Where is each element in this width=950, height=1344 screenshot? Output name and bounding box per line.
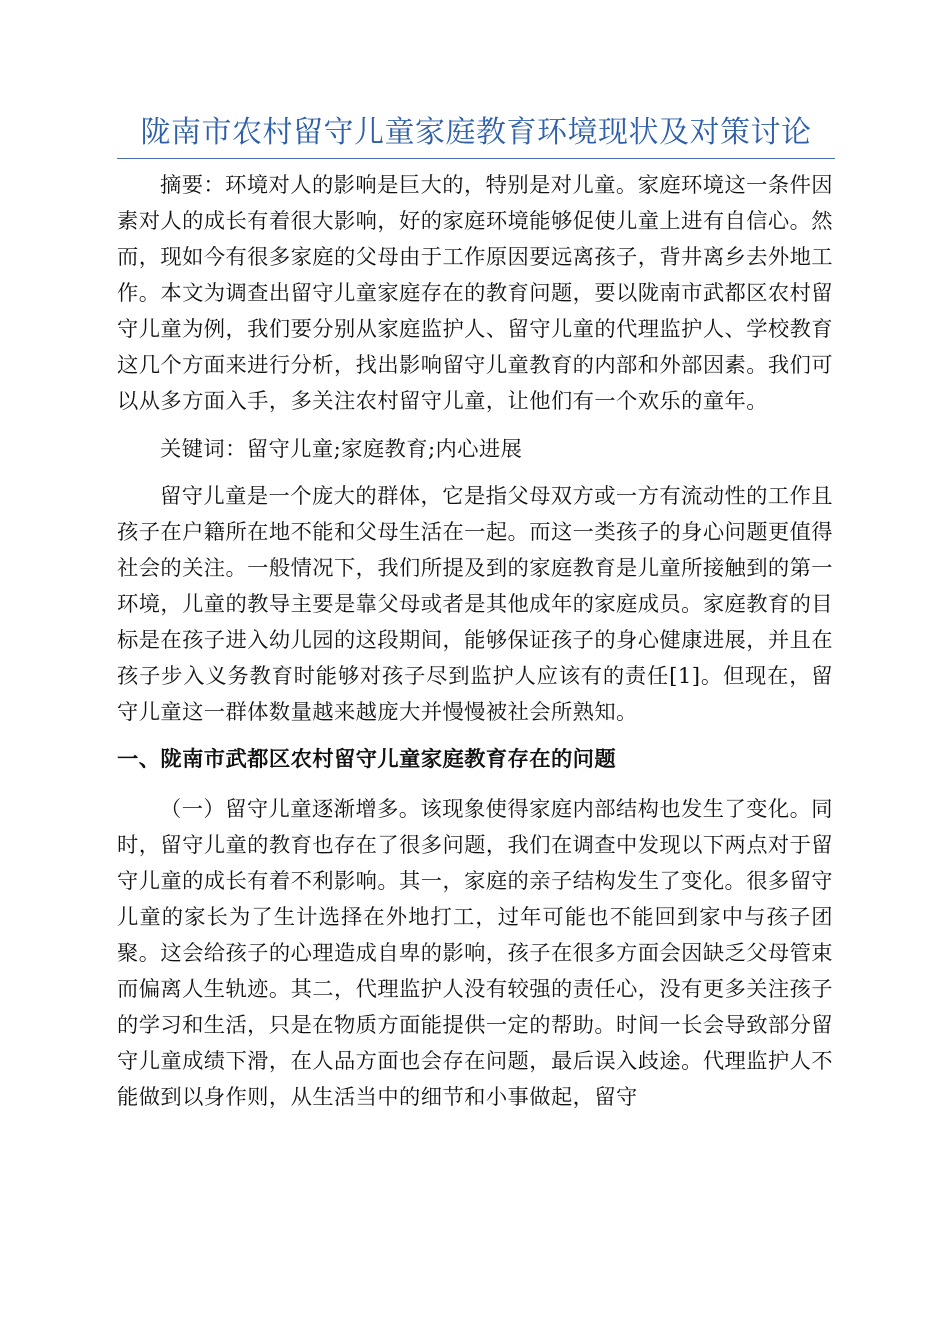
section-heading: 一、陇南市武都区农村留守儿童家庭教育存在的问题 [117, 747, 617, 772]
title-block [117, 112, 835, 159]
abstract-paragraph: 摘要：环境对人的影响是巨大的，特别是对儿童。家庭环境这一条件因素对人的成长有着很大影响，好的家庭环境能够促使儿童上进有自信心。然而，现如今有很多家庭的父母由于工作原因要远离孩子，背井离乡去外地工作。本文为调查出留守儿童家庭存在的教育问题，要以陇南市武都区农村留守儿童为例，我们要分别从家庭监护人、留守儿童的代理监护人、学校教育这几个方面来进行分析，找出影响留守儿童教育的内部和外部因素。我们可以从多方面入手，多关注农村留守儿童，让他们有一个欢乐的童年。 [117, 173, 834, 414]
section-paragraph: （一）留守儿童逐渐增多。该现象使得家庭内部结构也发生了变化。同时，留守儿童的教育也存在了很多问题，我们在调查中发现以下两点对于留守儿童的成长有着不利影响。其一，家庭的亲子结构发生了变化。很多留守儿童的家长为了生计选择在外地打工，过年可能也不能回到家中与孩子团聚。这会给孩子的心理造成自卑的影响，孩子在很多方面会因缺乏父母管束而偏离人生轨迹。其二，代理监护人没有较强的责任心，没有更多关注孩子的学习和生活，只是在物质方面能提供一定的帮助。时间一长会导致部分留守儿童成绩下滑，在人品方面也会存在问题，最后误入歧途。代理监护人不能做到以身作则，从生活当中的细节和小事做起，留守 [117, 797, 834, 1110]
intro-paragraph: 留守儿童是一个庞大的群体，它是指父母双方或一方有流动性的工作且孩子在户籍所在地不能和父母生活在一起。而这一类孩子的身心问题更值得社会的关注。一般情况下，我们所提及到的家庭教育是儿童所接触到的第一环境，儿童的教导主要是靠父母或者是其他成年的家庭成员。家庭教育的目标是在孩子进入幼儿园的这段期间，能够保证孩子的身心健康进展，并且在孩子步入义务教育时能够对孩子尽到监护人应该有的责任[1]。但现在，留守儿童这一群体数量越来越庞大并慢慢被社会所熟知。 [117, 484, 834, 725]
document-body [117, 168, 833, 1116]
document-title: 陇南市农村留守儿童家庭教育环境现状及对策讨论 [140, 115, 812, 150]
keywords-paragraph: 关键词：留守儿童;家庭教育;内心进展 [160, 437, 523, 462]
